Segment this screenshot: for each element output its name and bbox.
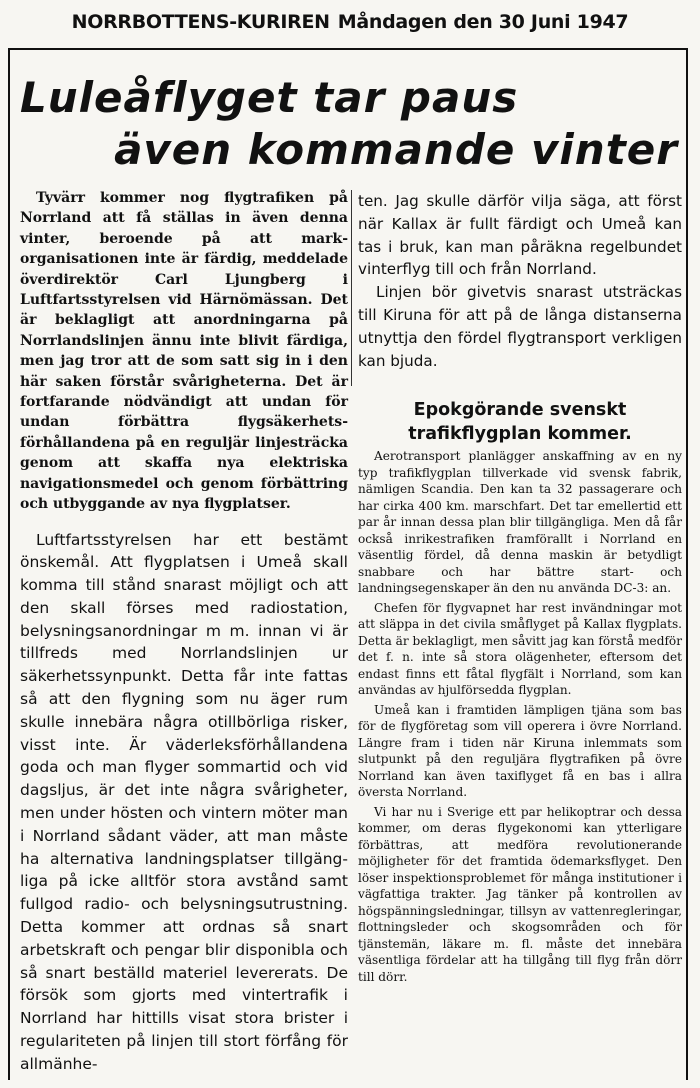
column-divider [351, 190, 352, 386]
right-column-small-print [358, 448, 682, 985]
masthead [0, 0, 700, 50]
headline [20, 72, 680, 176]
small-paragraph-1: Aerotransport planlägger anskaffning av en ny typ trafikflygplan tillverkade vid svensk fabrik, nämligen Scandia. Den kan ta 32 passagerare och har cirka 400 km. marschfart. Det tar emellertid ett par år innan dessa plan blir tillgängliga. Men då får också inrikestrafiken framförallt i Norrland en väsentlig fördel, då denna maskin är betydligt snabbare och har bättre start- och landningsegenskaper än den nu använda DC-3: an. [358, 449, 682, 595]
right-column-top [358, 190, 682, 372]
subheading [358, 398, 682, 446]
small-paragraph-2: Chefen för flygvapnet har rest invändningar mot att släppa in det civila småflyget på Kallax flygplats. Detta är beklagligt, men såvitt jag kan förstå medför det f. n. inte så stora olägenheter, eftersom det endast finns ett fåtal flygfält i Norrland, som kan användas av hjulförsedda flygplan. [358, 600, 682, 697]
issue-date: Måndagen den 30 Juni 1947 [337, 11, 629, 33]
subheading-line-2: trafikflygplan kommer. [408, 424, 632, 444]
headline-line-2: även kommande vinter [114, 125, 678, 174]
lead-paragraph: Tyvärr kommer nog flygtrafiken på Norrland att få ställas in även denna vinter, beroende på att markorganisationen inte är färdig, meddelade överdirektör Carl Ljungberg i Luftfartsstyrelsen vid Härnömässan. Det är beklagligt att anordningarna på Norrlandslinjen ännu inte blivit färdiga, men jag tror att de som satt sig in i den här saken förstår svårigheterna. Det är fortfarande nödvändigt att undan för undan förbättra flygsäkerhetsförhållandena på en reguljär linjesträcka genom att skaffa nya elektriska navigationsmedel och genom förbättring och utbyggande av nya flygplatser. [20, 190, 348, 513]
newspaper-name: NORRBOTTENS-KURIREN [71, 11, 330, 33]
small-paragraph-3: Umeå kan i framtiden lämpligen tjäna som bas för de flygföretag som vill operera i övre Norrland. Längre fram i tiden när Kiruna inlemmats som slutpunkt på den reguljära flygtrafiken på övre Norrland kan även taxiflyget få en bas i allra översta Norrland. [358, 702, 682, 799]
headline-line-1: Luleåflyget tar paus [20, 73, 519, 122]
right-paragraph-1: ten. Jag skulle därför vilja säga, att först när Kallax är fullt färdigt och Umeå kan tas i bruk, kan man påräkna regelbundet vinterflyg till och från Norrland. [358, 192, 682, 279]
right-paragraph-2: Linjen bör givetvis snarast utsträckas till Kiruna för att på de långa distanserna utnyttja den fördel flygtransport verkligen kan bjuda. [358, 283, 682, 370]
small-paragraph-4: Vi har nu i Sverige ett par helikoptrar och dessa kommer, om deras flygekonomi kan ytterligare förbättras, att medföra revolutionerande möjligheter för det framtida ödemarksflyget. Den löser inspektionsproblemet för många institutioner i vägfattiga trakter. Jag tänker på kontrollen av högspänningsledningar, tillsyn av vattenregleringar, flottningsleder och skogsområden och för tjänstemän, läkare m. fl. måste det innebära väsentliga fördelar att ha tillgång till flyg från dörr till dörr. [358, 804, 682, 984]
left-column [20, 188, 348, 1076]
subheading-line-1: Epokgörande svenskt [413, 400, 627, 420]
body-paragraph-left: Luftfartsstyrelsen har ett bestämt önskemål. Att flygplatsen i Umeå skall komma till stånd snarast möjligt och att den skall förses med radiostation, belysningsanordningar m m. innan vi är tillfreds med Norrlandslinjen ur säkerhetssynpunkt. Detta får inte fattas så att den flygning som nu äger rum skulle innebära några otillbörliga risker, visst inte. Är väderleksförhållandena goda och man flyger sommartid och vid dagsljus, är det inte några svårigheter, men under hösten och vintern möter man i Norrland sådant väder, att man måste ha alternativa landningsplatser tillgängliga på icke alltför stora avstånd samt fullgod radio- och belysningsutrustning. Detta kommer att ordnas så snart arbetskraft och pengar blir disponibla och så snart beställd materiel levererats. De försök som gjorts med vintertrafik i Norrland har hittills visat stora brister i regulariteten på linjen till stort förfång för allmänhe- [20, 530, 348, 1073]
